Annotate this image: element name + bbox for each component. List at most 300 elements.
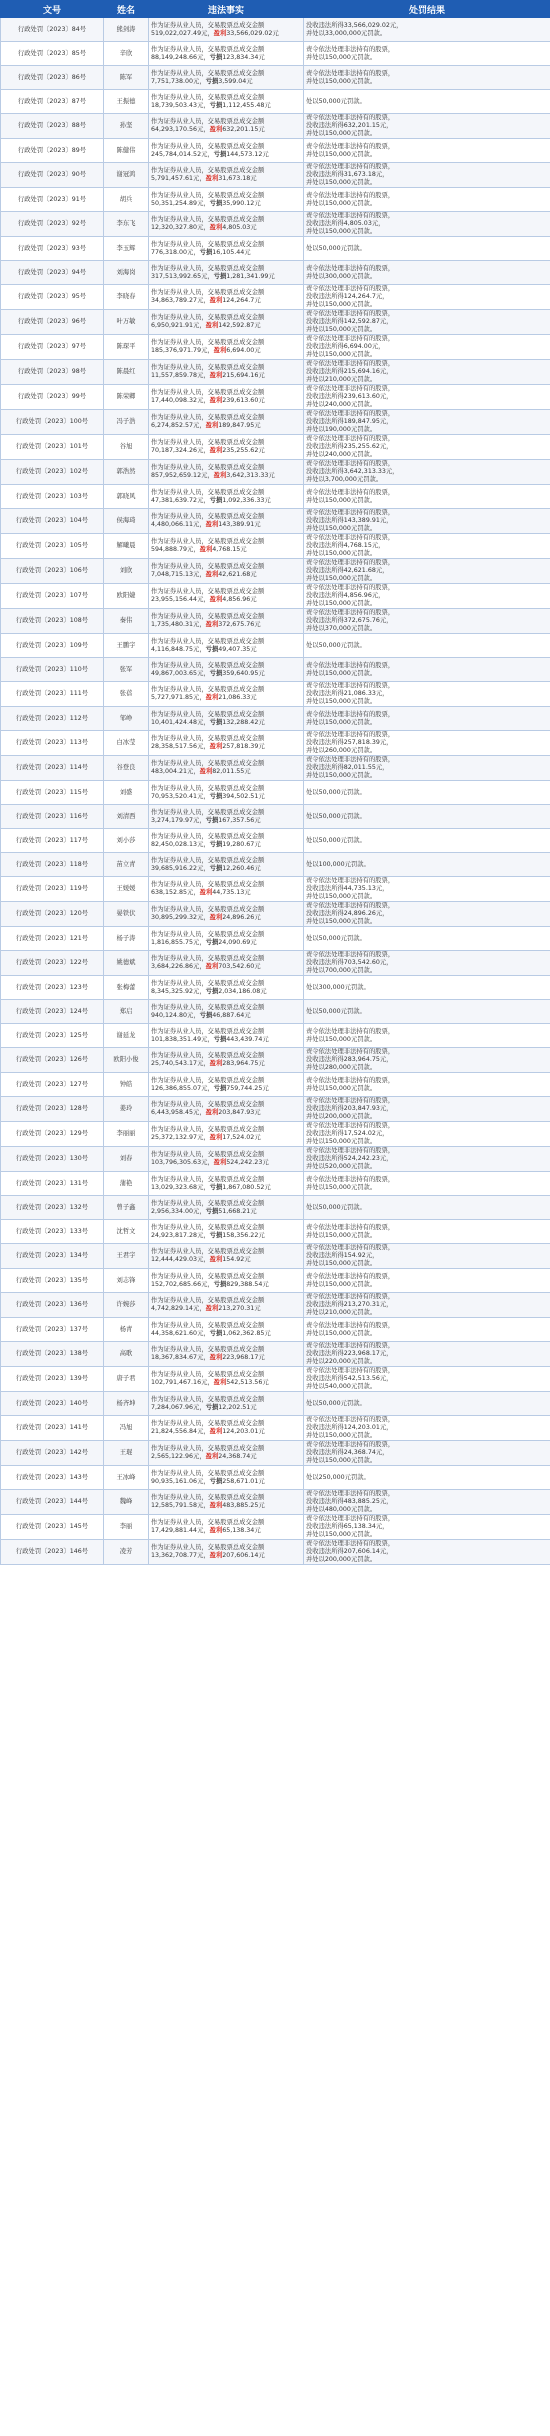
cell-violation — [149, 509, 304, 534]
cell-result — [304, 634, 550, 658]
cell-violation — [149, 410, 304, 435]
table-row — [1, 1318, 550, 1342]
cell-doc-no: 行政处罚〔2023〕106号 — [1, 559, 104, 584]
trade-amount: 13,362,708.77元 — [151, 1552, 204, 1559]
profit-loss-amount: 49,407.35元 — [218, 645, 257, 653]
profit-loss-amount: 65,138.34元 — [222, 1527, 261, 1534]
trade-amount: 17,429,881.44元 — [151, 1527, 204, 1534]
violation-amount-line: 4,116,848.75元，亏损49,407.35元 — [151, 645, 257, 653]
cell-doc-no: 行政处罚〔2023〕97号 — [1, 335, 104, 360]
cell-name: 欧阳婕 — [104, 584, 149, 609]
table-row — [1, 460, 550, 485]
table-row — [1, 1293, 550, 1318]
result-order: 责令依法处理非法持有的股票， — [306, 360, 395, 367]
profit-loss-amount: 223,968.17元 — [222, 1354, 265, 1361]
result-fine: 并处以150,000元罚款。 — [306, 1432, 377, 1439]
table-row — [1, 66, 550, 90]
trade-amount: 12,320,327.80元 — [151, 224, 204, 231]
result-confiscation: 没收违法所得207,606.14元， — [306, 1548, 393, 1555]
profit-loss-amount: 12,202.51元 — [218, 1403, 257, 1411]
result-confiscation: 没收违法所得33,566,029.02元， — [306, 21, 403, 29]
violation-amount-line: 90,935,161.06元，亏损258,671.01元 — [151, 1477, 265, 1485]
profit-loss-amount: 132,288.42元 — [222, 718, 265, 726]
cell-result — [304, 460, 550, 485]
violation-amount-line: 82,450,028.13元，亏损19,280.67元 — [151, 840, 261, 848]
cell-result — [304, 1269, 550, 1293]
violation-prefix: 作为证券从业人员，交易股票总成交金额 — [151, 1223, 265, 1231]
result-fine: 并处以150,000元罚款。 — [306, 718, 377, 726]
table-row — [1, 1097, 550, 1122]
result-fine: 并处以240,000元罚款。 — [306, 401, 377, 408]
violation-prefix: 作为证券从业人员，交易股票总成交金额 — [151, 118, 265, 125]
cell-violation — [149, 829, 304, 853]
cell-doc-no: 行政处罚〔2023〕94号 — [1, 261, 104, 285]
table-row — [1, 435, 550, 460]
table-row — [1, 18, 550, 42]
cell-result — [304, 658, 550, 682]
result-order: 责令依法处理非法持有的股票， — [306, 435, 395, 442]
result-fine: 并处以700,000元罚款。 — [306, 967, 377, 974]
violation-amount-line: 34,863,789.27元，盈利124,264.7元 — [151, 297, 261, 304]
cell-violation — [149, 1000, 304, 1024]
violation-amount-line: 13,029,323.68元，亏损1,867,080.52元 — [151, 1183, 271, 1191]
violation-prefix: 作为证券从业人员，交易股票总成交金额 — [151, 735, 265, 742]
result-fine: 处以50,000元罚款。 — [306, 934, 366, 942]
profit-loss-keyword: 亏损 — [205, 1207, 219, 1215]
profit-loss-keyword: 亏损 — [205, 77, 219, 85]
table-row — [1, 360, 550, 385]
cell-doc-no: 行政处罚〔2023〕142号 — [1, 1441, 104, 1466]
profit-loss-keyword: 盈利 — [205, 422, 219, 429]
profit-loss-keyword: 亏损 — [205, 1403, 219, 1411]
violation-prefix: 作为证券从业人员，交易股票总成交金额 — [151, 1175, 265, 1183]
cell-violation — [149, 1269, 304, 1293]
cell-violation — [149, 1342, 304, 1367]
profit-loss-keyword: 盈利 — [209, 372, 223, 379]
result-order: 责令依法处理非法持有的股票， — [306, 410, 395, 417]
result-fine: 并处以240,000元罚款。 — [306, 451, 377, 458]
table-row — [1, 902, 550, 927]
cell-name: 谢延龙 — [104, 1024, 149, 1048]
trade-amount: 25,740,543.17元 — [151, 1060, 204, 1067]
result-fine: 并处以150,000元罚款。 — [306, 199, 377, 207]
violation-prefix: 作为证券从业人员，交易股票总成交金额 — [151, 264, 265, 272]
violation-prefix: 作为证券从业人员，交易股票总成交金额 — [151, 563, 265, 570]
cell-violation — [149, 360, 304, 385]
trade-amount: 2,565,122.96元 — [151, 1453, 200, 1460]
table-row — [1, 805, 550, 829]
profit-loss-amount: 632,201.15元 — [222, 126, 265, 133]
result-fine: 并处以150,000元罚款。 — [306, 1457, 377, 1464]
table-row — [1, 1416, 550, 1441]
result-fine: 并处以3,700,000元罚款。 — [306, 476, 383, 483]
cell-doc-no: 行政处罚〔2023〕143号 — [1, 1466, 104, 1490]
cell-name: 王冰峰 — [104, 1466, 149, 1490]
cell-violation — [149, 435, 304, 460]
result-order: 责令依法处理非法持有的股票， — [306, 559, 395, 566]
violation-prefix: 作为证券从业人员，交易股票总成交金额 — [151, 1445, 265, 1452]
result-order: 责令依法处理非法持有的股票， — [306, 877, 395, 884]
violation-amount-line: 2,565,122.96元，盈利24,368.74元 — [151, 1453, 257, 1460]
cell-doc-no: 行政处罚〔2023〕95号 — [1, 285, 104, 310]
cell-name: 王振德 — [104, 90, 149, 114]
violation-amount-line: 23,955,156.44元，盈利4,856.96元 — [151, 596, 257, 603]
cell-result — [304, 509, 550, 534]
profit-loss-keyword: 亏损 — [209, 718, 223, 726]
cell-name: 孙坚 — [104, 114, 149, 139]
cell-doc-no: 行政处罚〔2023〕123号 — [1, 976, 104, 1000]
violation-prefix: 作为证券从业人员，交易股票总成交金额 — [151, 832, 265, 840]
profit-loss-amount: 283,964.75元 — [222, 1060, 265, 1067]
cell-name: 叶万敏 — [104, 310, 149, 335]
profit-loss-amount: 759,744.25元 — [226, 1084, 269, 1092]
cell-violation — [149, 310, 304, 335]
violation-amount-line: 17,440,098.32元，盈利239,613.60元 — [151, 397, 265, 404]
cell-violation — [149, 1416, 304, 1441]
profit-loss-amount: 31,673.18元 — [218, 175, 257, 182]
cell-violation — [149, 335, 304, 360]
cell-name: 钟皓 — [104, 1073, 149, 1097]
result-fine: 并处以260,000元罚款。 — [306, 747, 377, 754]
cell-name: 李丽 — [104, 1515, 149, 1540]
result-fine: 并处以150,000元罚款。 — [306, 150, 377, 158]
cell-violation — [149, 1172, 304, 1196]
table-row — [1, 634, 550, 658]
violation-amount-line: 44,358,621.60元，亏损1,062,362.85元 — [151, 1329, 271, 1337]
result-order: 责令依法处理非法持有的股票， — [306, 488, 395, 496]
trade-amount: 21,824,556.84元 — [151, 1428, 204, 1435]
cell-doc-no: 行政处罚〔2023〕120号 — [1, 902, 104, 927]
profit-loss-amount: 143,389.91元 — [218, 521, 261, 528]
cell-result — [304, 335, 550, 360]
profit-loss-amount: 703,542.60元 — [218, 963, 261, 970]
violation-amount-line: 6,950,921.91元，盈利142,592.87元 — [151, 322, 261, 329]
cell-violation — [149, 1048, 304, 1073]
column-header-violation: 违法事实 — [149, 1, 304, 18]
profit-loss-amount: 2,034,186.08元 — [218, 987, 267, 995]
violation-prefix: 作为证券从业人员，交易股票总成交金额 — [151, 955, 265, 962]
trade-amount: 25,372,132.97元 — [151, 1134, 204, 1141]
cell-doc-no: 行政处罚〔2023〕117号 — [1, 829, 104, 853]
result-order: 责令依法处理非法持有的股票， — [306, 264, 395, 272]
cell-name: 秦伟 — [104, 609, 149, 634]
cell-doc-no: 行政处罚〔2023〕103号 — [1, 485, 104, 509]
violation-amount-line: 8,345,325.92元，亏损2,034,186.08元 — [151, 987, 267, 995]
violation-amount-line: 2,956,334.00元，亏损51,668.21元 — [151, 1207, 257, 1215]
result-confiscation: 没收违法所得542,513.56元， — [306, 1375, 393, 1382]
cell-doc-no: 行政处罚〔2023〕144号 — [1, 1490, 104, 1515]
trade-amount: 126,386,855.07元 — [151, 1084, 208, 1092]
table-row — [1, 212, 550, 237]
violation-prefix: 作为证券从业人员，交易股票总成交金额 — [151, 1321, 265, 1329]
profit-loss-amount: 443,439.74元 — [226, 1035, 269, 1043]
trade-amount: 4,480,066.11元 — [151, 521, 200, 528]
cell-violation — [149, 682, 304, 707]
cell-violation — [149, 1024, 304, 1048]
trade-amount: 7,048,715.13元 — [151, 571, 200, 578]
cell-doc-no: 行政处罚〔2023〕101号 — [1, 435, 104, 460]
cell-doc-no: 行政处罚〔2023〕98号 — [1, 360, 104, 385]
violation-amount-line: 185,376,971.79元，盈利6,694.00元 — [151, 347, 261, 354]
result-fine: 处以50,000元罚款。 — [306, 1399, 366, 1407]
cell-name: 熊剑涛 — [104, 18, 149, 42]
cell-doc-no: 行政处罚〔2023〕107号 — [1, 584, 104, 609]
cell-violation — [149, 42, 304, 66]
result-fine: 并处以150,000元罚款。 — [306, 1531, 377, 1538]
result-fine: 并处以200,000元罚款。 — [306, 1556, 377, 1563]
profit-loss-amount: 19,280.67元 — [222, 840, 261, 848]
trade-amount: 317,513,992.65元 — [151, 272, 208, 280]
profit-loss-keyword: 亏损 — [209, 1183, 223, 1191]
cell-result — [304, 1367, 550, 1392]
profit-loss-amount: 124,203.01元 — [222, 1428, 265, 1435]
cell-doc-no: 行政处罚〔2023〕132号 — [1, 1196, 104, 1220]
result-order: 责令依法处理非法持有的股票， — [306, 191, 395, 199]
trade-amount: 5,791,457.61元 — [151, 175, 200, 182]
trade-amount: 857,952,659.12元 — [151, 472, 208, 479]
cell-result — [304, 66, 550, 90]
table-row — [1, 385, 550, 410]
violation-amount-line: 88,149,248.66元，亏损123,834.34元 — [151, 53, 265, 61]
profit-loss-keyword: 盈利 — [209, 397, 223, 404]
cell-name: 曾子鑫 — [104, 1196, 149, 1220]
result-confiscation: 没收违法所得3,642,313.33元， — [306, 468, 399, 475]
cell-result — [304, 805, 550, 829]
result-order: 责令依法处理非法持有的股票， — [306, 1097, 395, 1104]
cell-violation — [149, 609, 304, 634]
result-fine: 并处以150,000元罚款。 — [306, 1084, 377, 1092]
violation-amount-line: 17,429,881.44元，盈利65,138.34元 — [151, 1527, 261, 1534]
violation-prefix: 作为证券从业人员，交易股票总成交金额 — [151, 1519, 265, 1526]
cell-doc-no: 行政处罚〔2023〕91号 — [1, 188, 104, 212]
trade-amount: 3,684,226.86元 — [151, 963, 200, 970]
result-order: 责令依法处理非法持有的股票， — [306, 1223, 395, 1231]
result-order: 责令依法处理非法持有的股票， — [306, 534, 395, 541]
violation-prefix: 作为证券从业人员，交易股票总成交金额 — [151, 191, 265, 199]
profit-loss-amount: 1,281,341.99元 — [226, 272, 275, 280]
cell-name: 刘春 — [104, 1147, 149, 1172]
violation-prefix: 作为证券从业人员，交易股票总成交金额 — [151, 1469, 265, 1477]
cell-violation — [149, 658, 304, 682]
result-order: 责令依法处理非法持有的股票， — [306, 212, 395, 219]
trade-amount: 50,351,254.89元 — [151, 199, 204, 207]
cell-result — [304, 237, 550, 261]
result-order: 责令依法处理非法持有的股票， — [306, 310, 395, 317]
trade-amount: 82,450,028.13元 — [151, 840, 204, 848]
result-confiscation: 没收违法所得703,542.60元， — [306, 959, 393, 966]
trade-amount: 2,956,334.00元 — [151, 1207, 200, 1215]
profit-loss-amount: 123,834.34元 — [222, 53, 265, 61]
trade-amount: 103,796,305.63元 — [151, 1159, 208, 1166]
profit-loss-keyword: 盈利 — [209, 224, 223, 231]
result-order: 责令依法处理非法持有的股票， — [306, 1321, 395, 1329]
trade-amount: 28,358,517.56元 — [151, 743, 204, 750]
profit-loss-keyword: 亏损 — [205, 987, 219, 995]
profit-loss-keyword: 盈利 — [205, 175, 219, 182]
result-order: 责令依法处理非法持有的股票， — [306, 1416, 395, 1423]
result-fine: 并处以150,000元罚款。 — [306, 669, 377, 677]
result-order: 责令依法处理非法持有的股票， — [306, 69, 395, 77]
table-row — [1, 335, 550, 360]
violation-prefix: 作为证券从业人员，交易股票总成交金额 — [151, 1272, 265, 1280]
violation-prefix: 作为证券从业人员，交易股票总成交金额 — [151, 1151, 265, 1158]
profit-loss-keyword: 亏损 — [209, 864, 223, 872]
result-confiscation: 没收违法所得24,368.74元， — [306, 1449, 389, 1456]
cell-result — [304, 139, 550, 163]
cell-name: 刘清西 — [104, 805, 149, 829]
result-fine: 处以50,000元罚款。 — [306, 836, 366, 844]
profit-loss-keyword: 盈利 — [209, 1428, 223, 1435]
profit-loss-keyword: 盈利 — [209, 1060, 223, 1067]
table-row — [1, 877, 550, 902]
violation-prefix: 作为证券从业人员，交易股票总成交金额 — [151, 661, 265, 669]
profit-loss-keyword: 盈利 — [213, 1159, 227, 1166]
cell-doc-no: 行政处罚〔2023〕92号 — [1, 212, 104, 237]
result-fine: 并处以150,000元罚款。 — [306, 351, 377, 358]
profit-loss-keyword: 亏损 — [205, 938, 219, 946]
cell-result — [304, 1147, 550, 1172]
profit-loss-amount: 215,694.16元 — [222, 372, 265, 379]
cell-doc-no: 行政处罚〔2023〕141号 — [1, 1416, 104, 1441]
violation-amount-line: 49,867,003.65元，亏损359,640.95元 — [151, 669, 265, 677]
cell-result — [304, 385, 550, 410]
profit-loss-amount: 33,566,029.02元 — [226, 29, 279, 37]
cell-result — [304, 1196, 550, 1220]
profit-loss-amount: 207,606.14元 — [222, 1552, 265, 1559]
profit-loss-amount: 158,356.22元 — [222, 1231, 265, 1239]
table-row — [1, 707, 550, 731]
result-confiscation: 没收违法所得203,847.93元， — [306, 1105, 393, 1112]
table-row — [1, 534, 550, 559]
trade-amount: 44,358,621.60元 — [151, 1329, 204, 1337]
violation-prefix: 作为证券从业人员，交易股票总成交金额 — [151, 142, 265, 150]
cell-result — [304, 1318, 550, 1342]
cell-name: 沈哲文 — [104, 1220, 149, 1244]
trade-amount: 70,953,520.41元 — [151, 792, 204, 800]
cell-result — [304, 1540, 550, 1565]
cell-name: 姚德斌 — [104, 951, 149, 976]
result-order: 责令依法处理非法持有的股票， — [306, 1175, 395, 1183]
cell-doc-no: 行政处罚〔2023〕87号 — [1, 90, 104, 114]
violation-amount-line: 64,293,170.56元，盈利632,201.15元 — [151, 126, 265, 133]
table-row — [1, 1000, 550, 1024]
violation-amount-line: 24,923,817.28元，亏损158,356.22元 — [151, 1231, 265, 1239]
cell-violation — [149, 285, 304, 310]
result-confiscation: 没收违法所得215,694.16元， — [306, 368, 393, 375]
cell-violation — [149, 1540, 304, 1565]
trade-amount: 8,345,325.92元 — [151, 987, 200, 995]
trade-amount: 17,440,098.32元 — [151, 397, 204, 404]
cell-doc-no: 行政处罚〔2023〕112号 — [1, 707, 104, 731]
column-header-doc-no: 文号 — [1, 1, 104, 18]
result-fine: 并处以150,000元罚款。 — [306, 550, 377, 557]
cell-result — [304, 707, 550, 731]
result-order: 责令依法处理非法持有的股票， — [306, 1027, 395, 1035]
table-row — [1, 188, 550, 212]
cell-name: 魏峰 — [104, 1490, 149, 1515]
result-confiscation: 没收违法所得82,011.55元， — [306, 764, 389, 771]
result-confiscation: 没收违法所得142,592.87元， — [306, 318, 393, 325]
result-order: 责令依法处理非法持有的股票， — [306, 1048, 395, 1055]
cell-doc-no: 行政处罚〔2023〕84号 — [1, 18, 104, 42]
result-fine: 并处以300,000元罚款。 — [306, 272, 377, 280]
cell-result — [304, 212, 550, 237]
violation-amount-line: 4,480,066.11元，盈利143,389.91元 — [151, 521, 261, 528]
cell-result — [304, 42, 550, 66]
column-header-result: 处罚结果 — [304, 1, 550, 18]
profit-loss-amount: 1,867,080.52元 — [222, 1183, 271, 1191]
cell-result — [304, 1441, 550, 1466]
cell-doc-no: 行政处罚〔2023〕109号 — [1, 634, 104, 658]
cell-name: 王琨 — [104, 1441, 149, 1466]
trade-amount: 940,124.80元 — [151, 1011, 194, 1019]
trade-amount: 102,791,467.16元 — [151, 1379, 208, 1386]
cell-doc-no: 行政处罚〔2023〕113号 — [1, 731, 104, 756]
trade-amount: 1,816,855.75元 — [151, 938, 200, 946]
table-row — [1, 410, 550, 435]
violation-amount-line: 12,320,327.80元，盈利4,805.03元 — [151, 224, 257, 231]
trade-amount: 18,367,834.67元 — [151, 1354, 204, 1361]
cell-doc-no: 行政处罚〔2023〕140号 — [1, 1392, 104, 1416]
cell-name: 刘志锋 — [104, 1269, 149, 1293]
result-order: 责令依法处理非法持有的股票， — [306, 460, 395, 467]
profit-loss-keyword: 盈利 — [213, 347, 227, 354]
violation-prefix: 作为证券从业人员，交易股票总成交金额 — [151, 45, 265, 53]
cell-name: 杨青 — [104, 1318, 149, 1342]
result-fine: 并处以150,000元罚款。 — [306, 77, 377, 85]
result-fine: 处以50,000元罚款。 — [306, 97, 366, 105]
violation-prefix: 作为证券从业人员，交易股票总成交金额 — [151, 1199, 265, 1207]
profit-loss-keyword: 盈利 — [209, 1502, 223, 1509]
result-fine: 并处以370,000元罚款。 — [306, 625, 377, 632]
cell-violation — [149, 756, 304, 781]
cell-name: 胡兵 — [104, 188, 149, 212]
violation-prefix: 作为证券从业人员，交易股票总成交金额 — [151, 588, 265, 595]
profit-loss-keyword: 盈利 — [209, 447, 223, 454]
result-fine: 并处以480,000元罚款。 — [306, 1506, 377, 1513]
cell-result — [304, 1073, 550, 1097]
profit-loss-amount: 17,524.02元 — [222, 1134, 261, 1141]
cell-name: 侯海琦 — [104, 509, 149, 534]
violation-prefix: 作为证券从业人员，交易股票总成交金额 — [151, 637, 265, 645]
table-row — [1, 731, 550, 756]
trade-amount: 4,116,848.75元 — [151, 645, 200, 653]
violation-prefix: 作为证券从业人员，交易股票总成交金额 — [151, 21, 265, 29]
trade-amount: 90,935,161.06元 — [151, 1477, 204, 1485]
profit-loss-amount: 24,896.26元 — [222, 914, 261, 921]
cell-violation — [149, 976, 304, 1000]
trade-amount: 70,187,324.26元 — [151, 447, 204, 454]
cell-result — [304, 853, 550, 877]
cell-doc-no: 行政处罚〔2023〕121号 — [1, 927, 104, 951]
result-fine: 并处以150,000元罚款。 — [306, 1260, 377, 1267]
trade-amount: 519,022,027.49元 — [151, 29, 208, 37]
cell-doc-no: 行政处罚〔2023〕127号 — [1, 1073, 104, 1097]
table-row — [1, 1244, 550, 1269]
result-fine: 并处以150,000元罚款。 — [306, 53, 377, 61]
profit-loss-amount: 142,592.87元 — [218, 322, 261, 329]
cell-doc-no: 行政处罚〔2023〕131号 — [1, 1172, 104, 1196]
cell-result — [304, 559, 550, 584]
result-fine: 并处以150,000元罚款。 — [306, 1183, 377, 1191]
violation-amount-line: 47,381,639.72元，亏损1,092,336.33元 — [151, 496, 271, 504]
result-order: 责令依法处理非法持有的股票， — [306, 285, 395, 292]
cell-doc-no: 行政处罚〔2023〕128号 — [1, 1097, 104, 1122]
violation-amount-line: 940,124.80元，亏损46,887.64元 — [151, 1011, 251, 1019]
trade-amount: 30,895,299.32元 — [151, 914, 204, 921]
trade-amount: 88,149,248.66元 — [151, 53, 204, 61]
table-row — [1, 163, 550, 188]
